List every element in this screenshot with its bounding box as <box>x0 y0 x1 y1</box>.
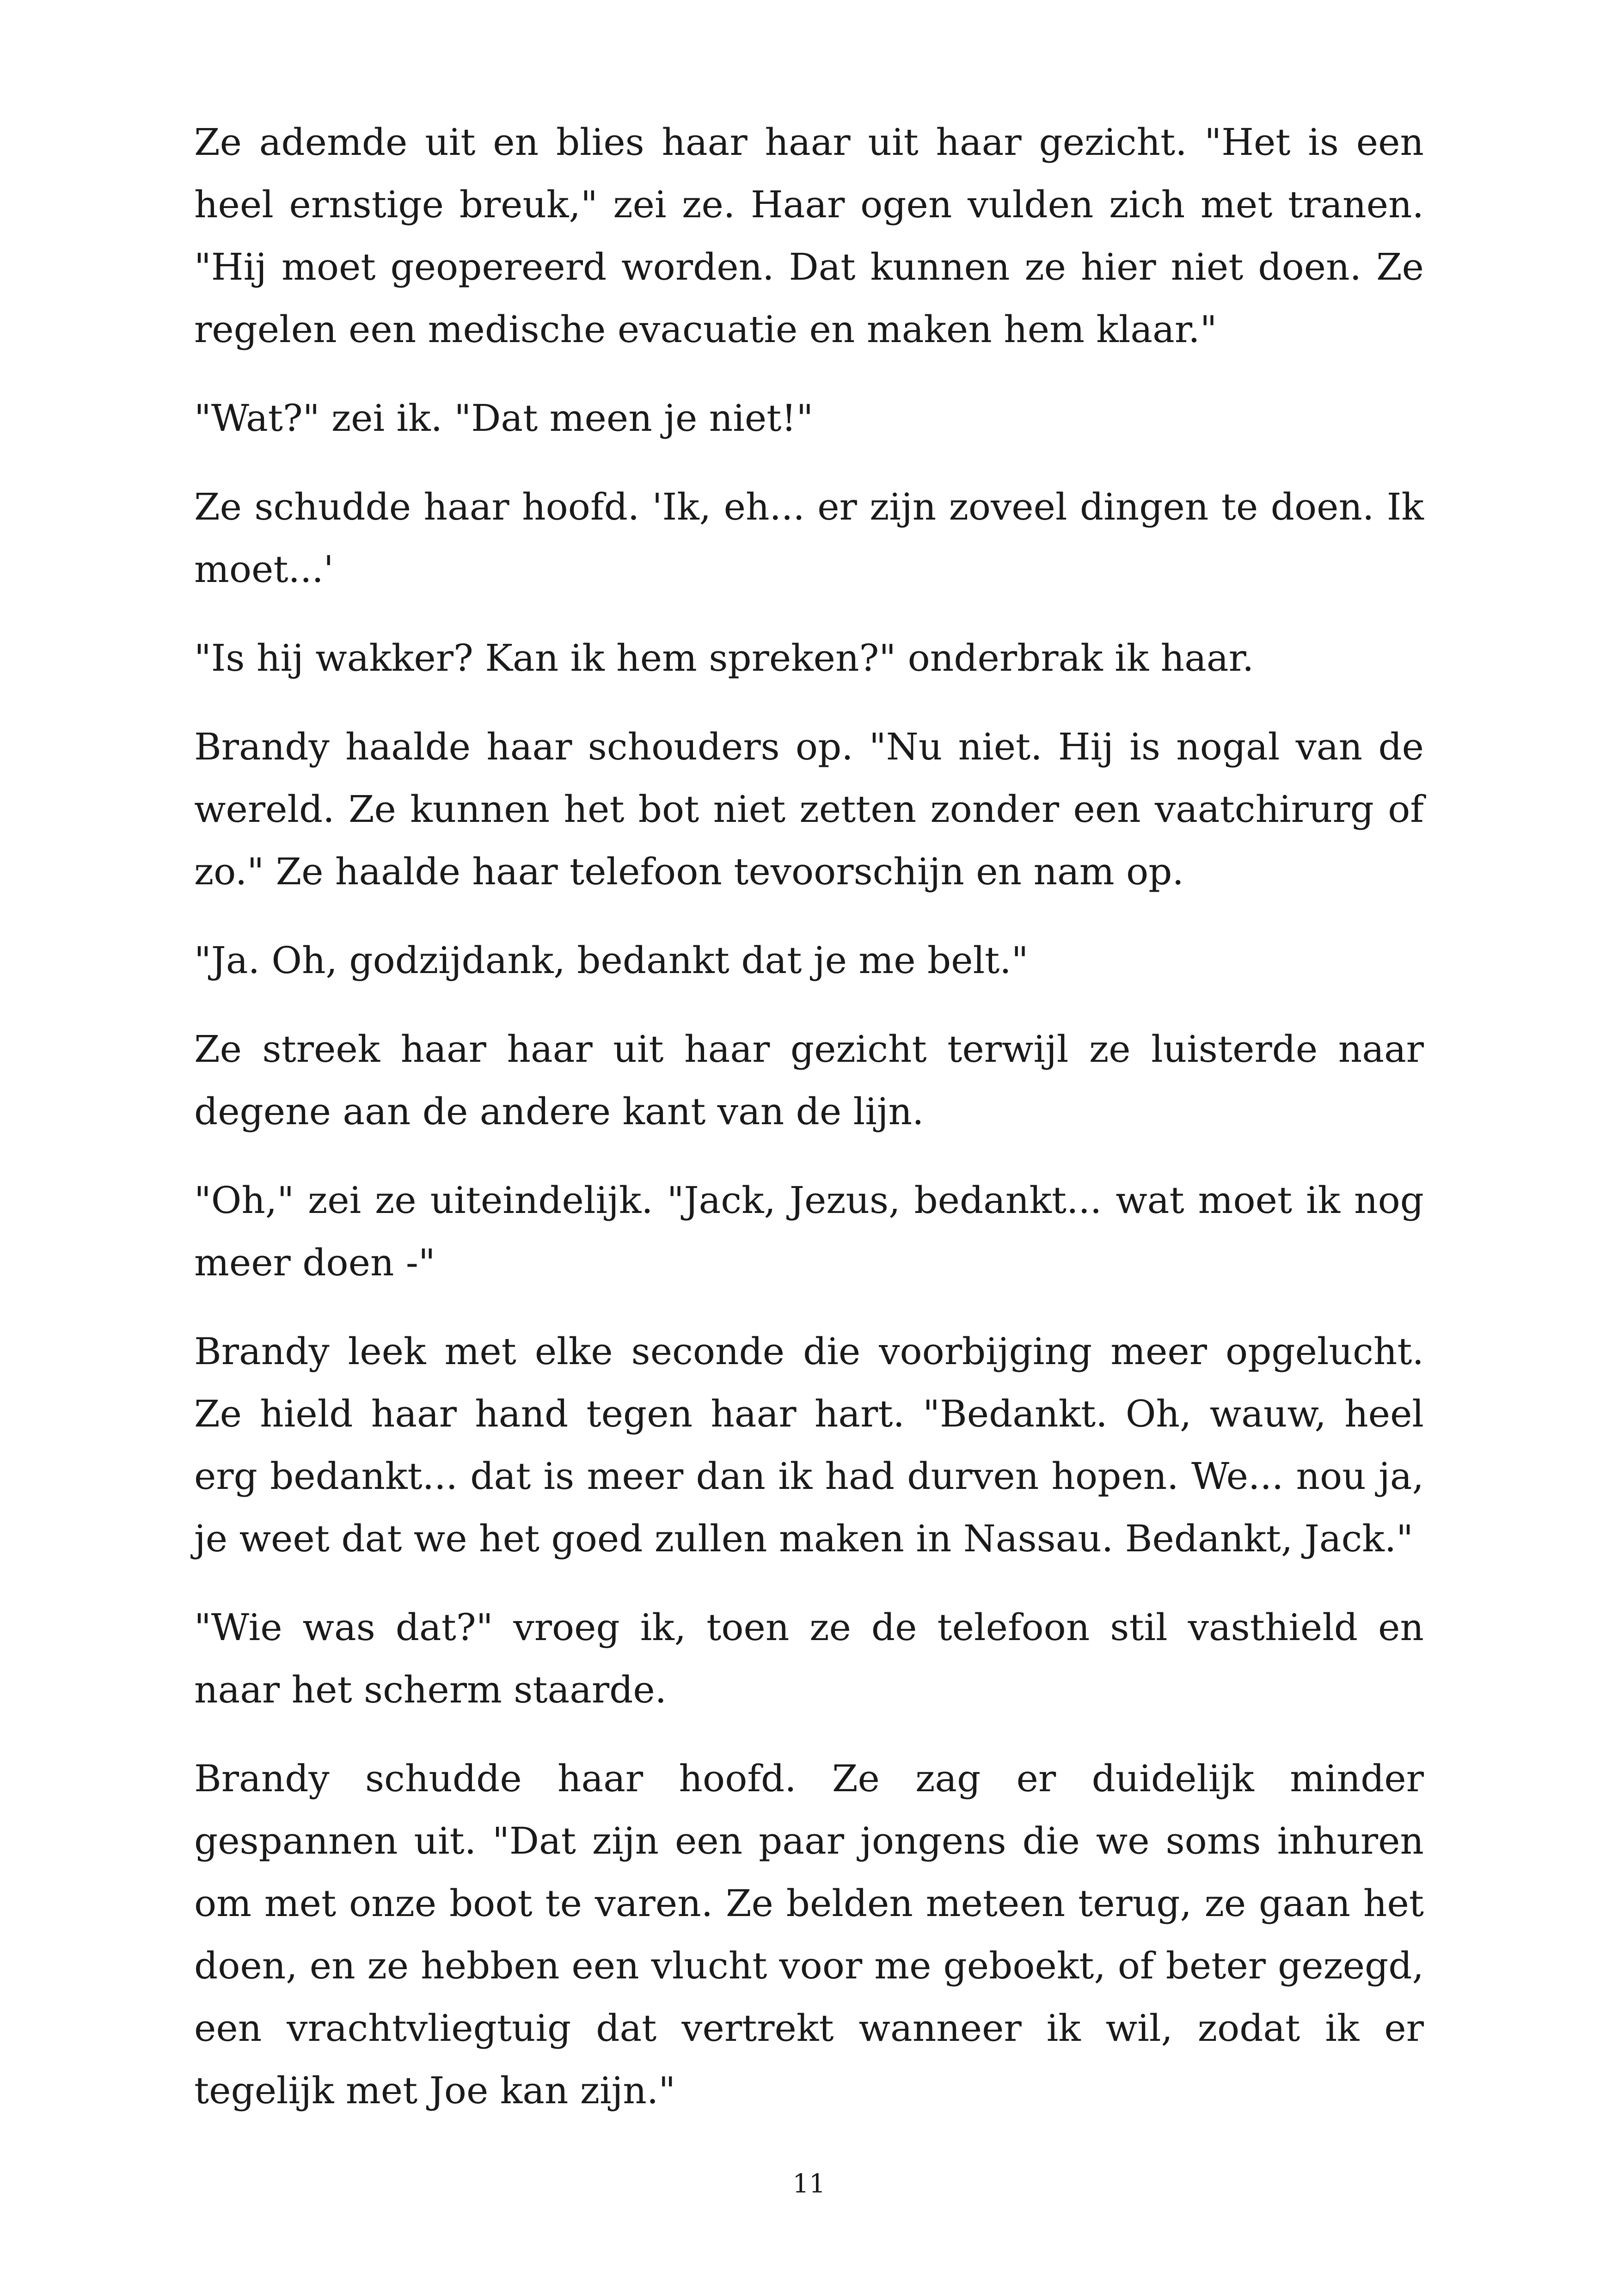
paragraph: "Wie was dat?" vroeg ik, toen ze de telefoon stil vasthield en naar het scherm staarde. <box>194 1606 1424 1711</box>
paragraph: "Oh," zei ze uiteindelijk. "Jack, Jezus, bedankt... wat moet ik nog meer doen -" <box>194 1179 1424 1284</box>
paragraph: "Is hij wakker? Kan ik hem spreken?" onderbrak ik haar. <box>194 637 1254 680</box>
paragraph: Ze streek haar haar uit haar gezicht terwijl ze luisterde naar degene aan de andere kant van de lijn. <box>194 1028 1424 1133</box>
paragraph: Brandy leek met elke seconde die voorbijging meer opgelucht. Ze hield haar hand tegen haar hart. "Bedankt. Oh, wauw, heel erg bedankt... dat is meer dan ik had durven hopen. We... nou ja, je weet dat we het goed zullen maken in Nassau. Bedankt, Jack." <box>194 1330 1424 1560</box>
page-number: 11 <box>792 2169 826 2199</box>
paragraph: Brandy schudde haar hoofd. Ze zag er duidelijk minder gespannen uit. "Dat zijn een paar jongens die we soms inhuren om met onze boot te varen. Ze belden meteen terug, ze gaan het doen, en ze hebben een vlucht voor me geboekt, of beter gezegd, een vrachtvliegtuig dat vertrekt wanneer ik wil, zodat ik er tegelijk met Joe kan zijn." <box>194 1757 1424 2112</box>
paragraph: "Wat?" zei ik. "Dat meen je niet!" <box>194 397 814 440</box>
body-text <box>194 111 1424 2148</box>
paragraph: "Ja. Oh, godzijdank, bedankt dat je me belt." <box>194 939 1029 982</box>
paragraph: Ze schudde haar hoofd. 'Ik, eh... er zijn zoveel dingen te doen. Ik moet...' <box>194 485 1424 591</box>
paragraph: Brandy haalde haar schouders op. "Nu niet. Hij is nogal van de wereld. Ze kunnen het bot niet zetten zonder een vaatchirurg of zo." Ze haalde haar telefoon tevoorschijn en nam op. <box>194 725 1424 893</box>
paragraph: Ze ademde uit en blies haar haar uit haar gezicht. "Het is een heel ernstige breuk," zei ze. Haar ogen vulden zich met tranen. "Hij moet geopereerd worden. Dat kunnen ze hier niet doen. Ze regelen een medische evacuatie en maken hem klaar." <box>194 121 1424 351</box>
